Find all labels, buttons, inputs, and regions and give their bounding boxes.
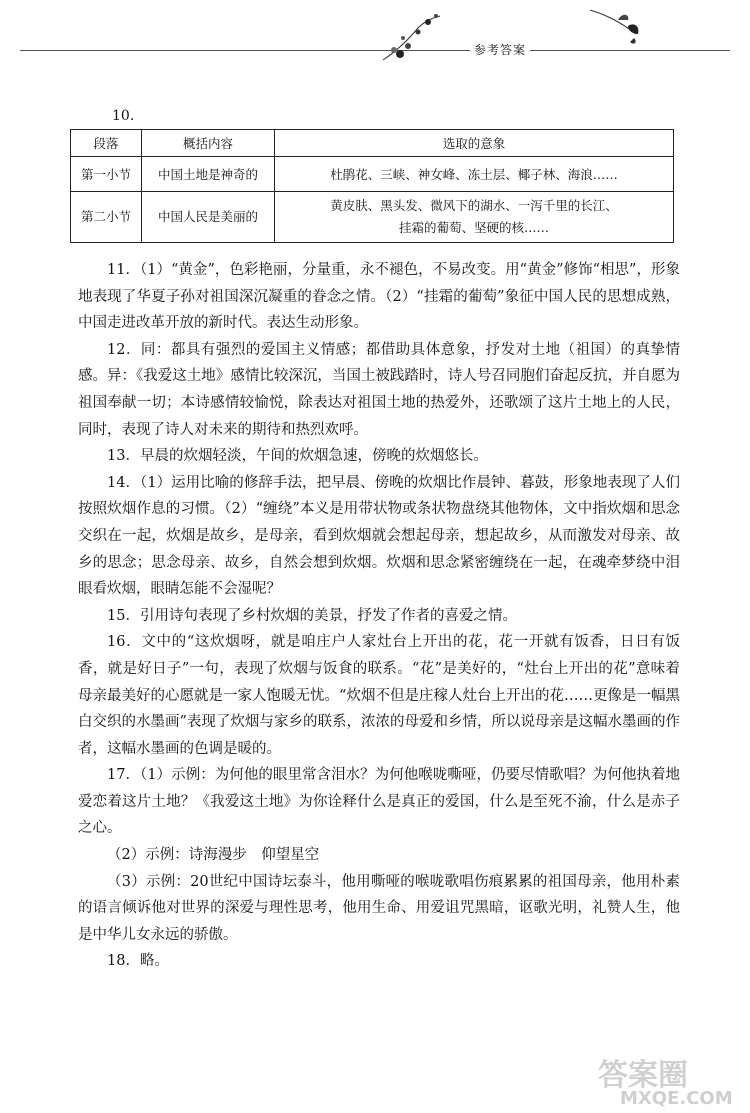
- answer-paragraph: （3）示例：20世纪中国诗坛泰斗，他用嘶哑的喉咙歌唱伤痕累累的祖国母亲，他用朴素的语言倾诉他对世界的深爱与理性思考，他用生命、用爱诅咒黑暗，讴歌光明，礼赞人生，他是中华儿女永远的骄傲。: [78, 873, 680, 943]
- table-cell: [275, 192, 674, 243]
- table-cell-line: 黄皮肤、黑头发、微风下的湖水、一泻千里的长江、: [330, 198, 618, 213]
- answer-paragraph: 17．（1）示例：为何他的眼里常含泪水？为何他喉咙嘶哑，仍要尽情歌唱？为何他执着地爱恋着这片土地？《我爱这土地》为你诠释什么是真正的爱国，什么是至死不渝，什么是赤子之心。: [78, 767, 680, 837]
- flower-branch-icon: [378, 10, 448, 68]
- answer-paragraph: 14．（1）运用比喻的修辞手法，把早晨、傍晚的炊烟比作晨钟、暮鼓，形象地表现了人们按照炊烟作息的习惯。（2）“缠绕”本义是用带状物或条状物盘绕其他物体，文中指炊烟和思念交织在一起，炊烟是故乡，是母亲，看到炊烟就会想起母亲，想起故乡，从而激发对母亲、故乡的思念；思念母亲、故乡，自然会想到炊烟。炊烟和思念紧密缠绕在一起，在魂牵梦绕中泪眼看炊烟，眼睛怎能不会湿呢？: [78, 474, 680, 598]
- answer-paragraph: 15．引用诗句表现了乡村炊烟的美景，抒发了作者的喜爱之情。: [107, 607, 517, 624]
- leaf-sprig-icon: [588, 4, 648, 46]
- table-cell: 第一小节: [71, 157, 142, 192]
- site-watermark: [598, 1050, 748, 1110]
- question-number: 10.: [112, 108, 135, 124]
- watermark-logo-text: 答案圈: [598, 1058, 688, 1093]
- answer-paragraph: 18．略。: [107, 953, 169, 970]
- header-title: 参考答案: [470, 41, 530, 58]
- table-row: [71, 192, 674, 243]
- answers-body: [78, 257, 680, 975]
- table-cell: 中国人民是美丽的: [142, 192, 275, 243]
- table-cell: 杜鹃花、三峡、神女峰、冻土层、椰子林、海浪……: [275, 157, 674, 192]
- table-cell: 中国土地是神奇的: [142, 157, 275, 192]
- table-cell: 第二小节: [71, 192, 142, 243]
- table-header-cell: 段落: [71, 130, 142, 157]
- answer-paragraph: 16．文中的“这炊烟呀，就是咱庄户人家灶台上开出的花，花一开就有饭香，日日有饭香，就是好日子”一句，表现了炊烟与饭食的联系。“花”是美好的，“灶台上开出的花”意味着母亲最美好的心愿就是一家人饱暖无忧。“炊烟不但是庄稼人灶台上开出的花……更像是一幅黑白交织的水墨画”表现了炊烟与家乡的联系，浓浓的母爱和乡情，所以说母亲是这幅水墨画的作者，这幅水墨画的色调是暖的。: [78, 634, 680, 757]
- answer-paragraph: （2）示例：诗海漫步 仰望星空: [107, 847, 320, 864]
- table-header-cell: 选取的意象: [275, 130, 674, 157]
- answer-paragraph: 13．早晨的炊烟轻淡，午间的炊烟急速，傍晚的炊烟悠长。: [107, 448, 488, 465]
- table-row: [71, 157, 674, 192]
- answer-paragraph: 11．（1）“黄金”，色彩艳丽，分量重，永不褪色，不易改变。用“黄金”修饰“相思”，形象地表现了华夏子孙对祖国深沉凝重的眷念之情。（2）“挂霜的葡萄”象征中国人民的思想成熟，中国走进改革开放的新时代。表达生动形象。: [78, 262, 680, 332]
- table-cell-line: 挂霜的葡萄、坚硬的核……: [398, 220, 549, 235]
- table-header-cell: 概括内容: [142, 130, 275, 157]
- watermark-url: MXQE.COM: [620, 1088, 733, 1109]
- answer-paragraph: 12．同：都具有强烈的爱国主义情感；都借助具体意象，抒发对土地（祖国）的真挚情感。异：《我爱这土地》感情比较深沉，当国土被践踏时，诗人号召同胞们奋起反抗，并自愿为祖国奉献一切；本诗感情较愉悦，除表达对祖国土地的热爱外，还歌颂了这片土地上的人民，同时，表现了诗人对未来的期待和热烈欢呼。: [78, 341, 680, 438]
- header-rule: [20, 50, 730, 51]
- answer-table: [70, 129, 674, 243]
